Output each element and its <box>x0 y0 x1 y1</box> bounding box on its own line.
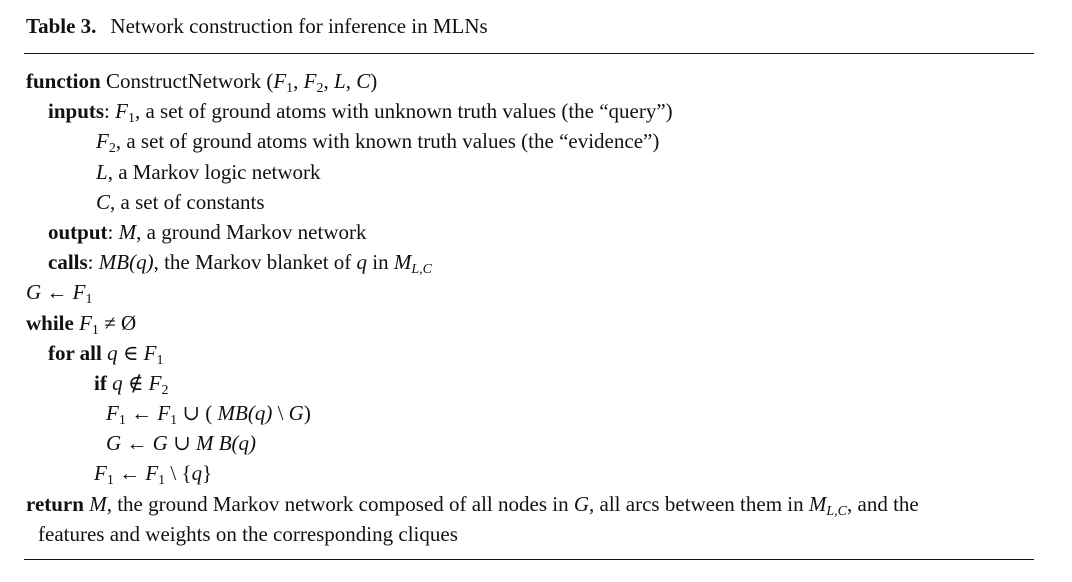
input-f1-var: F <box>115 99 128 124</box>
input-c-var: C <box>96 189 111 214</box>
algo-if-line <box>26 368 1026 398</box>
input-f2-text: , a set of ground atoms with known truth values (the “evidence”) <box>115 129 660 154</box>
s2-union: ∪ <box>167 431 196 456</box>
algo-forall-line <box>26 338 1026 368</box>
arrow: ← <box>113 461 146 486</box>
s1-mb: MB(q) <box>217 401 273 426</box>
s1-f: F <box>157 401 171 426</box>
sig-f1-sub: 1 <box>286 81 294 96</box>
s3-f: F <box>145 461 159 486</box>
not-element-of: ∉ <box>122 370 149 395</box>
algo-while-line <box>26 308 1026 338</box>
s1-close: ) <box>303 401 311 426</box>
forall-q: q <box>101 340 118 365</box>
algo-return-line <box>26 489 1026 519</box>
keyword-calls: calls <box>48 250 88 275</box>
sig-sep: , <box>293 69 304 93</box>
table-label: Table 3. <box>26 14 97 38</box>
input-l-text: , a Markov logic network <box>107 159 321 184</box>
element-of: ∈ <box>117 340 144 365</box>
s2-g: G <box>106 431 122 456</box>
s3-setminus: \ { <box>165 461 192 486</box>
if-f-sub: 2 <box>161 382 169 398</box>
calls-fn: MB(q) <box>98 250 154 275</box>
while-f-sub: 1 <box>91 322 99 338</box>
input-f1-sub: 1 <box>127 111 135 127</box>
table-caption <box>26 14 488 39</box>
table-title: Network construction for inference in MLNs <box>110 14 488 38</box>
algo-output-line <box>26 217 1026 247</box>
keyword-for-all: for all <box>48 340 102 365</box>
forall-f-sub: 1 <box>156 352 164 368</box>
input-l-var: L <box>96 159 108 184</box>
algo-step2-line <box>26 428 1026 458</box>
s2-g: G <box>152 431 168 456</box>
input-c-text: , a set of constants <box>110 189 265 214</box>
colon: : <box>87 250 99 275</box>
s3-f: F <box>94 461 107 486</box>
s3-close: } <box>202 461 213 486</box>
algo-step3-line <box>26 458 1026 488</box>
input-f2-sub: 2 <box>108 141 116 157</box>
algo-function-line <box>26 66 1026 96</box>
sig-f2-sub: 2 <box>316 81 324 96</box>
sig-f1: F <box>273 69 287 93</box>
sig-f2: F <box>303 69 317 93</box>
init-f: F <box>72 280 86 305</box>
sig-sep: , <box>323 69 334 93</box>
init-g: G <box>26 280 42 305</box>
return-m-sub: L,C <box>826 503 847 519</box>
sig-open: ( <box>261 69 274 93</box>
algo-return-continuation <box>26 519 1026 549</box>
algo-init-line <box>26 277 1026 307</box>
function-name: ConstructNetwork <box>105 69 262 93</box>
keyword-function: function <box>26 69 101 93</box>
colon: : <box>104 99 116 124</box>
input-f2-var: F <box>96 129 109 154</box>
arrow: ← <box>121 431 153 456</box>
top-rule <box>24 53 1034 54</box>
input-f1-text: , a set of ground atoms with unknown truth values (the “query”) <box>134 99 673 124</box>
if-f: F <box>148 370 162 395</box>
algo-input-l-line <box>26 157 1026 187</box>
s1-f-sub: 1 <box>170 413 178 429</box>
arrow: ← <box>125 401 158 426</box>
s1-f-sub: 1 <box>118 413 126 429</box>
calls-m: M <box>393 250 412 275</box>
s3-f-sub: 1 <box>158 473 166 489</box>
algorithm-block <box>26 66 1026 549</box>
calls-text: , the Markov blanket of <box>153 250 357 275</box>
algo-input-f2-line <box>26 126 1026 156</box>
algo-step1-line <box>26 398 1026 428</box>
s3-f-sub: 1 <box>106 473 114 489</box>
if-q: q <box>106 370 123 395</box>
s2-mb: M B(q) <box>195 431 257 456</box>
keyword-return: return <box>26 491 84 516</box>
while-cond: ≠ Ø <box>98 310 137 335</box>
while-f: F <box>73 310 92 335</box>
return-text: , the ground Markov network composed of all nodes in <box>106 491 574 516</box>
calls-q: q <box>356 250 368 275</box>
output-var: M <box>118 219 137 244</box>
colon: : <box>107 219 119 244</box>
forall-f: F <box>143 340 157 365</box>
s3-q: q <box>191 461 203 486</box>
sig-close: ) <box>370 69 378 93</box>
return-continuation-text: features and weights on the corresponding cliques <box>38 521 458 546</box>
keyword-while: while <box>26 310 74 335</box>
algo-calls-line <box>26 247 1026 277</box>
calls-m-sub: L,C <box>411 262 432 278</box>
return-g: G <box>573 491 590 516</box>
return-m: M <box>83 491 107 516</box>
s1-setminus: \ <box>272 401 289 426</box>
s1-f: F <box>106 401 119 426</box>
algo-inputs-line <box>26 96 1026 126</box>
sig-c: C <box>356 69 371 93</box>
algo-input-c-line <box>26 187 1026 217</box>
arrow: ← <box>41 280 73 305</box>
init-f-sub: 1 <box>85 292 93 308</box>
keyword-inputs: inputs <box>48 99 105 124</box>
calls-text: in <box>367 250 394 275</box>
return-text: , all arcs between them in <box>589 491 809 516</box>
sig-l: L <box>334 69 346 93</box>
return-m: M <box>808 491 827 516</box>
return-text: , and the <box>847 491 919 516</box>
s1-union: ∪ ( <box>177 401 218 426</box>
s1-g: G <box>288 401 304 426</box>
keyword-if: if <box>94 370 107 395</box>
output-text: , a ground Markov network <box>136 219 367 244</box>
keyword-output: output <box>48 219 108 244</box>
sig-sep: , <box>345 69 357 93</box>
bottom-rule <box>24 559 1034 560</box>
